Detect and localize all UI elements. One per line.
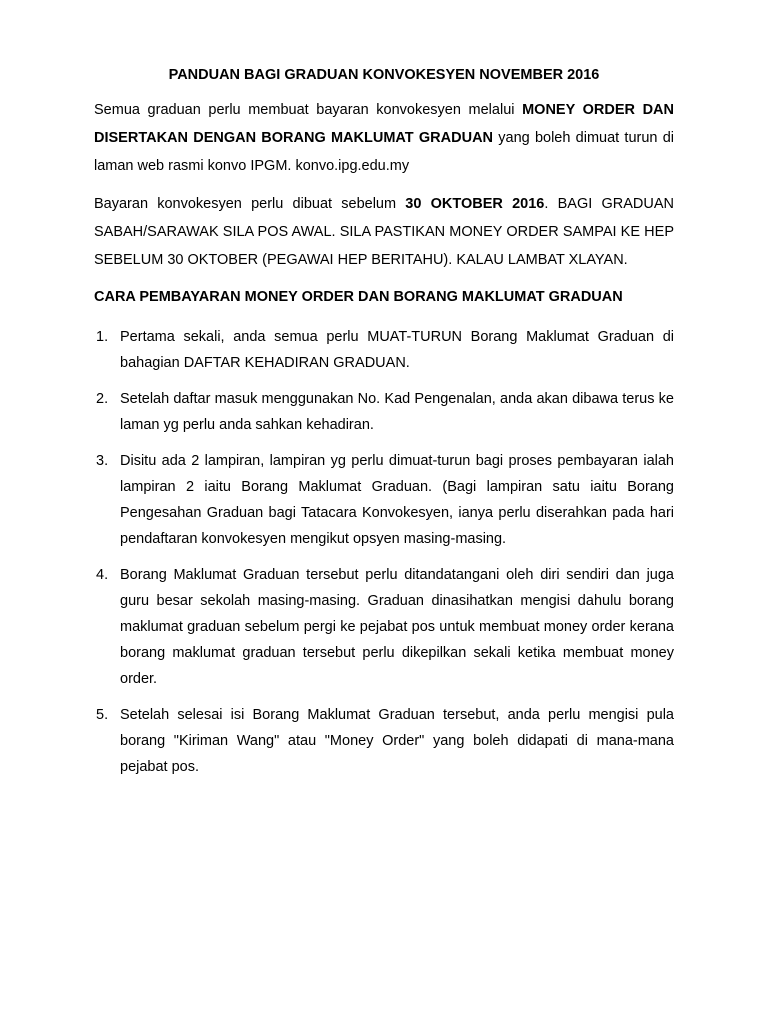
section-heading: CARA PEMBAYARAN MONEY ORDER DAN BORANG MAKLUMAT GRADUAN: [94, 289, 623, 305]
list-item: [94, 702, 674, 780]
intro-text-end: yang boleh dimuat turun di laman web rasmi konvo IPGM. konvo.ipg.edu.my: [94, 130, 674, 174]
list-item: [94, 562, 674, 692]
step-text: Disitu ada 2 lampiran, lampiran yg perlu dimuat-turun bagi proses pembayaran ialah lampiran 2 iaitu Borang Maklumat Graduan. (Bagi lampiran satu iaitu Borang Pengesahan Graduan bagi Tatacara Konvokesyen, ianya perlu diserahkan pada hari pendaftaran konvokesyen mengikut opsyen masing-masing.: [120, 453, 674, 547]
step-text: Pertama sekali, anda semua perlu MUAT-TURUN Borang Maklumat Graduan di bahagian DAFTAR KEHADIRAN GRADUAN.: [120, 329, 674, 371]
deadline-date: 30 OKTOBER 2016: [405, 196, 545, 212]
step-text: Borang Maklumat Graduan tersebut perlu ditandatangani oleh diri sendiri dan juga guru besar sekolah masing-masing. Graduan dinasihatkan mengisi dahulu borang maklumat graduan sebelum pergi ke pejabat pos untuk membuat money order kerana borang maklumat graduan tersebut perlu dikepilkan sekali ketika membuat money order.: [120, 567, 674, 687]
list-item: [94, 448, 674, 552]
document-page: [94, 66, 674, 790]
steps-list: [94, 324, 674, 780]
step-text: Setelah daftar masuk menggunakan No. Kad Pengenalan, anda akan dibawa terus ke laman yg perlu anda sahkan kehadiran.: [120, 391, 674, 433]
step-text: Setelah selesai isi Borang Maklumat Graduan tersebut, anda perlu mengisi pula borang "Kiriman Wang" atau "Money Order" yang boleh didapati di mana-mana pejabat pos.: [120, 707, 674, 775]
step-number: 1.: [96, 329, 109, 345]
deadline-text-start: Bayaran konvokesyen perlu dibuat sebelum: [94, 196, 406, 212]
document-title: PANDUAN BAGI GRADUAN KONVOKESYEN NOVEMBER 2016: [168, 67, 600, 83]
deadline-paragraph: [94, 190, 674, 274]
step-number: 5.: [96, 707, 109, 723]
intro-text-start: Semua graduan perlu membuat bayaran konvokesyen melalui: [94, 102, 523, 118]
intro-paragraph: [94, 96, 674, 180]
step-number: 3.: [96, 453, 109, 469]
deadline-text-end: . BAGI GRADUAN SABAH/SARAWAK SILA POS AWAL. SILA PASTIKAN MONEY ORDER SAMPAI KE HEP SEBELUM 30 OKTOBER (PEGAWAI HEP BERITAHU). KALAU LAMBAT XLAYAN.: [94, 196, 674, 268]
intro-bold-text: MONEY ORDER DAN DISERTAKAN DENGAN BORANG MAKLUMAT GRADUAN: [94, 102, 675, 146]
step-number: 4.: [96, 567, 109, 583]
list-item: [94, 386, 674, 438]
list-item: [94, 324, 674, 376]
step-number: 2.: [96, 391, 109, 407]
